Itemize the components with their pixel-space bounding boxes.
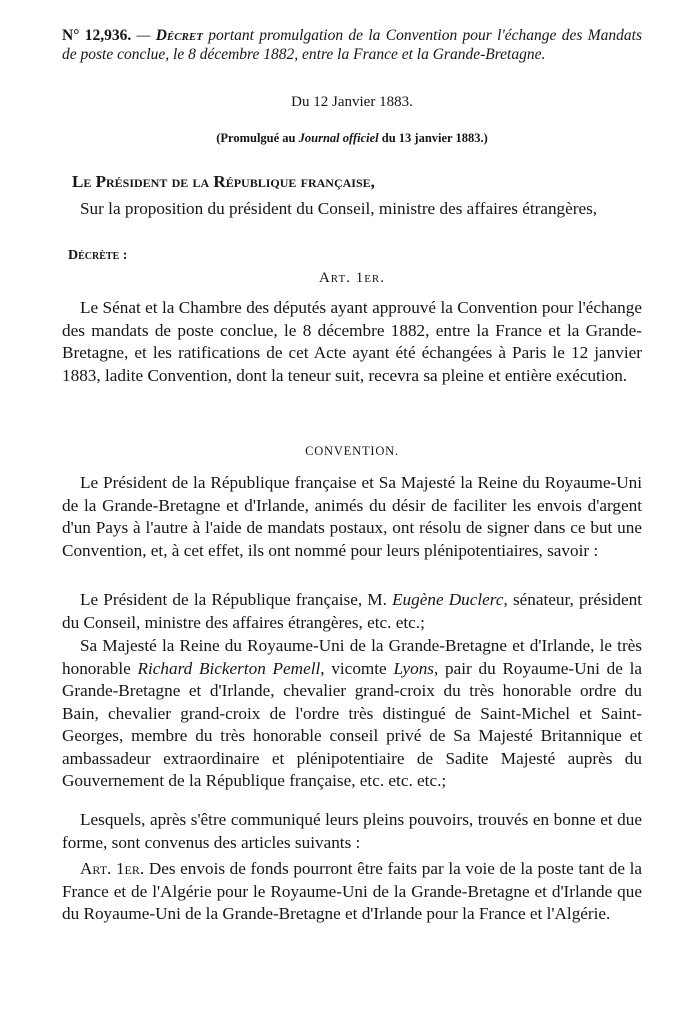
convention-heading: CONVENTION. <box>305 444 399 458</box>
p2-text-b: , sénateur, président du Conseil, ministre des affaires étrangères, etc. etc.; <box>62 590 643 632</box>
lyons-name: Lyons <box>393 658 434 678</box>
convention-preamble: Le Président de la République française et Sa Majesté la Reine du Royaume-Uni de la Grande-Bretagne et d'Irlande, animés du désir de faciliter les envois d'argent d'un Pays à l'autre à l'aide de mandats postaux, ont résolu de signer dans ce but une Convention, et, à cet effet, ils ont nommé pour leurs plénipotentiaires, savoir : <box>62 473 642 560</box>
article-1-heading: Art. 1er. <box>318 270 386 286</box>
p3-text-b: , vicomte <box>320 658 394 678</box>
decree-header <box>62 26 642 64</box>
p2-text-a: Le Président de la République française, M. <box>80 590 393 609</box>
journal-name: Journal officiel <box>298 131 379 145</box>
decree-title: portant promulgation de la Convention pour l'échange des Mandats de poste conclue, le 8 décembre 1882, entre la France et la Grande-Bretagne. <box>62 27 642 63</box>
proposition-paragraph: Sur la proposition du président du Conseil, ministre des affaires étrangères, <box>80 199 598 218</box>
president-title: Le Président de la République française, <box>72 172 375 191</box>
convention-article-1-label: Art. 1er. <box>80 859 145 878</box>
duclerc-name: Eugène Duclerc <box>392 590 504 609</box>
promulgation-after: du 13 janvier 1883.) <box>378 131 488 145</box>
decrete-label: Décrète : <box>68 248 128 263</box>
decree-label: Décret <box>155 27 203 44</box>
full-powers-paragraph: Lesquels, après s'être communiqué leurs pleins pouvoirs, trouvés en bonne et due forme, sont convenus des articles suivants : <box>62 810 642 852</box>
convention-article-1-text: Des envois de fonds pourront être faits par la voie de la poste tant de la France et de l'Algérie pour le Royaume-Uni de la Grande-Bretagne et d'Irlande que du Royaume-Uni de la Grande-Bretagne et d'Irlande pour la France et l'Algérie. <box>62 859 642 923</box>
french-plenipotentiary <box>62 589 642 634</box>
p3-text-a: Sa Majesté la Reine du Royaume-Uni de la Grande-Bretagne et d'Irlande, le très honorable <box>62 636 642 678</box>
article-1-text: Le Sénat et la Chambre des députés ayant approuvé la Convention pour l'échange des mandats de poste conclue, le 8 décembre 1882, entre la France et la Grande-Bretagne, et les ratifications de cet Acte ayant été échangées à Paris le 12 janvier 1883, ladite Convention, dont la teneur suit, recevra sa pleine et entière exécution. <box>62 298 642 385</box>
convention-article-1 <box>62 858 642 926</box>
promulgation-note <box>62 131 642 146</box>
decree-date: Du 12 Janvier 1883. <box>291 94 413 110</box>
header-dash: — <box>131 27 156 44</box>
british-plenipotentiary <box>62 635 642 793</box>
promulgation-before: (Promulgué au <box>216 131 299 145</box>
pemell-name: Richard Bickerton Pemell <box>137 658 321 678</box>
decree-number: N° 12,936. <box>62 27 132 44</box>
p3-text-c: , pair du Royaume-Uni de la Grande-Bretagne et d'Irlande, chevalier grand-croix du très honorable ordre du Bain, chevalier grand-croix de l'ordre très distingué de Saint-Michel et Saint-Georges, membre du très honorable conseil privé de Sa Majesté Britannique et ambassadeur extraordinaire et plénipotentiaire de Sadite Majesté auprès du Gouvernement de la République française, etc. etc. etc.; <box>62 658 642 790</box>
